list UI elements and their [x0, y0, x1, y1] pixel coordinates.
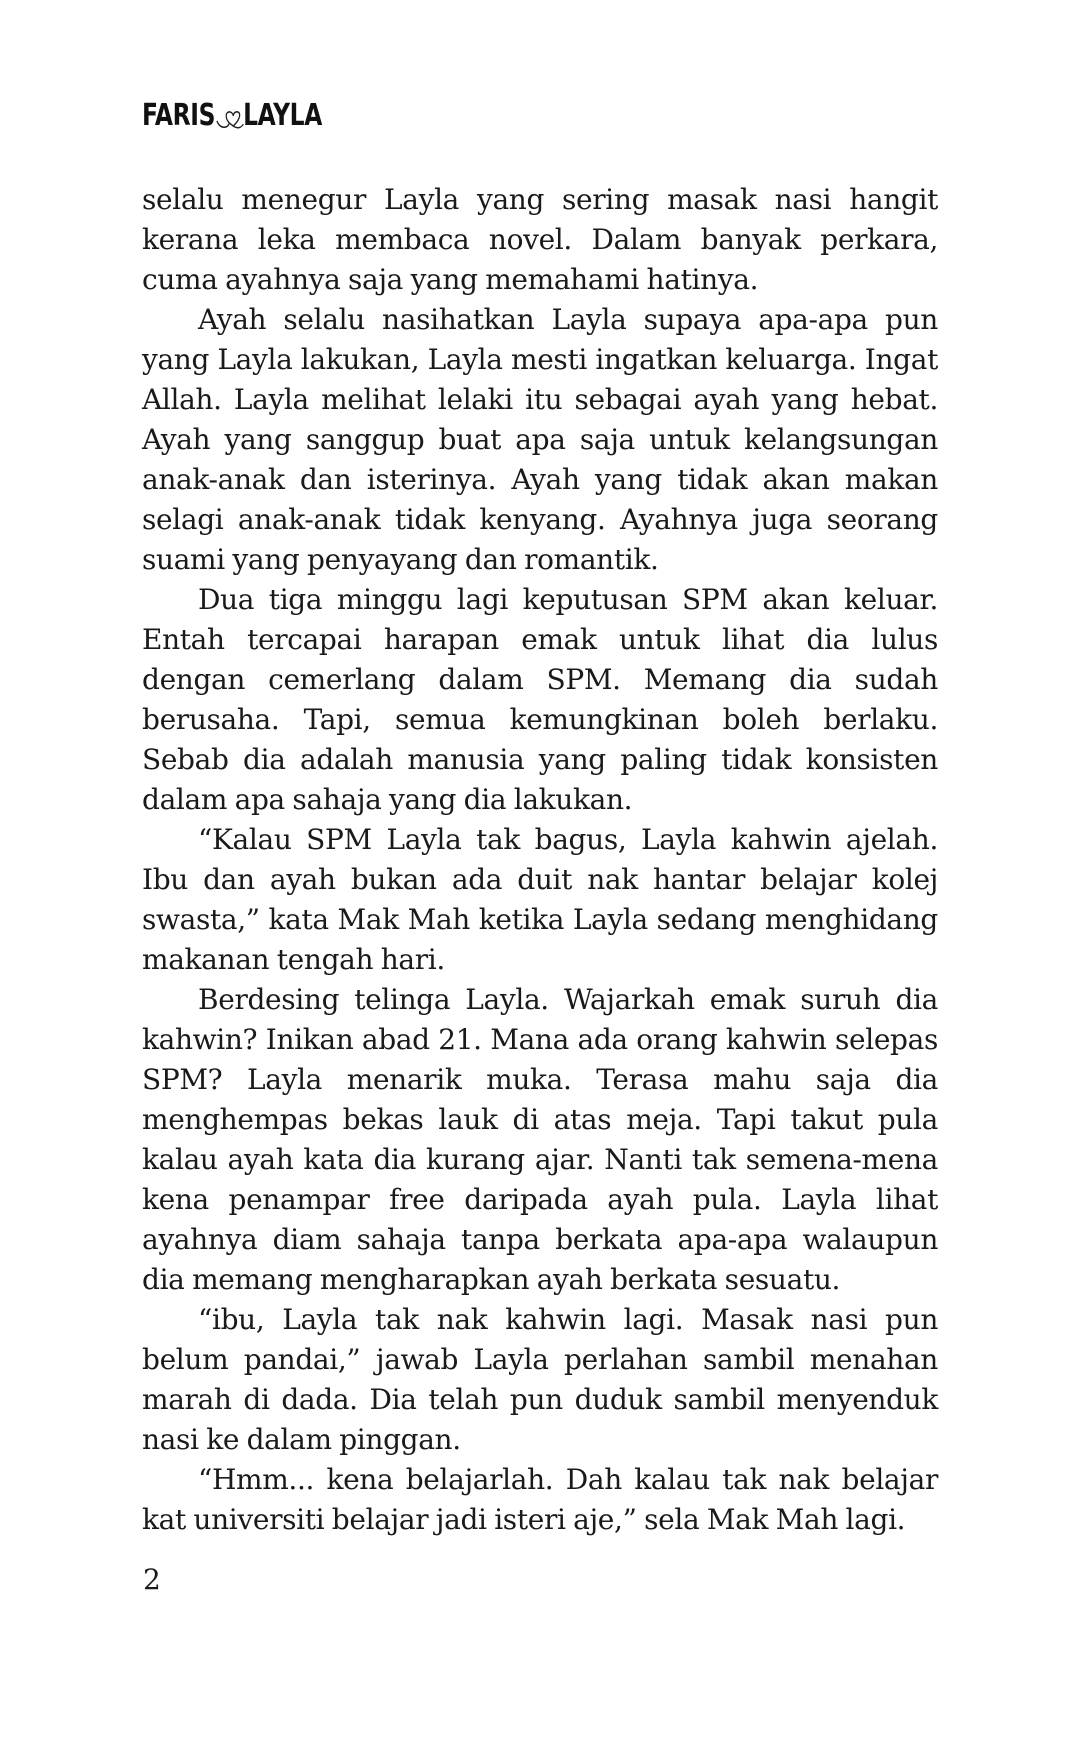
running-header: [142, 98, 322, 133]
paragraph: Dua tiga minggu lagi keputusan SPM akan keluar. Entah tercapai harapan emak untuk lihat dia lulus dengan cemerlang dalam SPM. Memang dia sudah berusaha. Tapi, semua kemungkinan boleh berlaku. Sebab dia adalah manusia yang paling tidak konsisten dalam apa sahaja yang dia lakukan.: [142, 583, 938, 816]
paragraph: “Hmm... kena belajarlah. Dah kalau tak nak belajar kat universiti belajar jadi isteri aje,” sela Mak Mah lagi.: [142, 1463, 938, 1536]
body-text: [142, 180, 938, 1540]
paragraph: “Kalau SPM Layla tak bagus, Layla kahwin ajelah. Ibu dan ayah bukan ada duit nak hantar belajar kolej swasta,” kata Mak Mah ketika Layla sedang menghidang makanan tengah hari.: [142, 823, 938, 976]
paragraph: selalu menegur Layla yang sering masak nasi hangit kerana leka membaca novel. Dalam banyak perkara, cuma ayahnya saja yang memahami hatinya.: [142, 183, 938, 296]
paragraph: “ibu, Layla tak nak kahwin lagi. Masak nasi pun belum pandai,” jawab Layla perlahan sambil menahan marah di dada. Dia telah pun duduk sambil menyenduk nasi ke dalam pinggan.: [142, 1303, 938, 1456]
paragraph: Berdesing telinga Layla. Wajarkah emak suruh dia kahwin? Inikan abad 21. Mana ada orang kahwin selepas SPM? Layla menarik muka. Terasa mahu saja dia menghempas bekas lauk di atas meja. Tapi takut pula kalau ayah kata dia kurang ajar. Nanti tak semena-mena kena penampar free daripada ayah pula. Layla lihat ayahnya diam sahaja tanpa berkata apa-apa walaupun dia memang mengharapkan ayah berkata sesuatu.: [142, 983, 938, 1296]
heart-outline-icon: [213, 99, 244, 133]
header-name-layla: LAYLA: [243, 98, 322, 133]
header-name-faris: FARIS: [142, 98, 216, 133]
page-number: 2: [143, 1563, 161, 1596]
paragraph: Ayah selalu nasihatkan Layla supaya apa-apa pun yang Layla lakukan, Layla mesti ingatkan keluarga. Ingat Allah. Layla melihat lelaki itu sebagai ayah yang hebat. Ayah yang sanggup buat apa saja untuk kelangsungan anak-anak dan isterinya. Ayah yang tidak akan makan selagi anak-anak tidak kenyang. Ayahnya juga seorang suami yang penyayang dan romantik.: [142, 303, 938, 576]
